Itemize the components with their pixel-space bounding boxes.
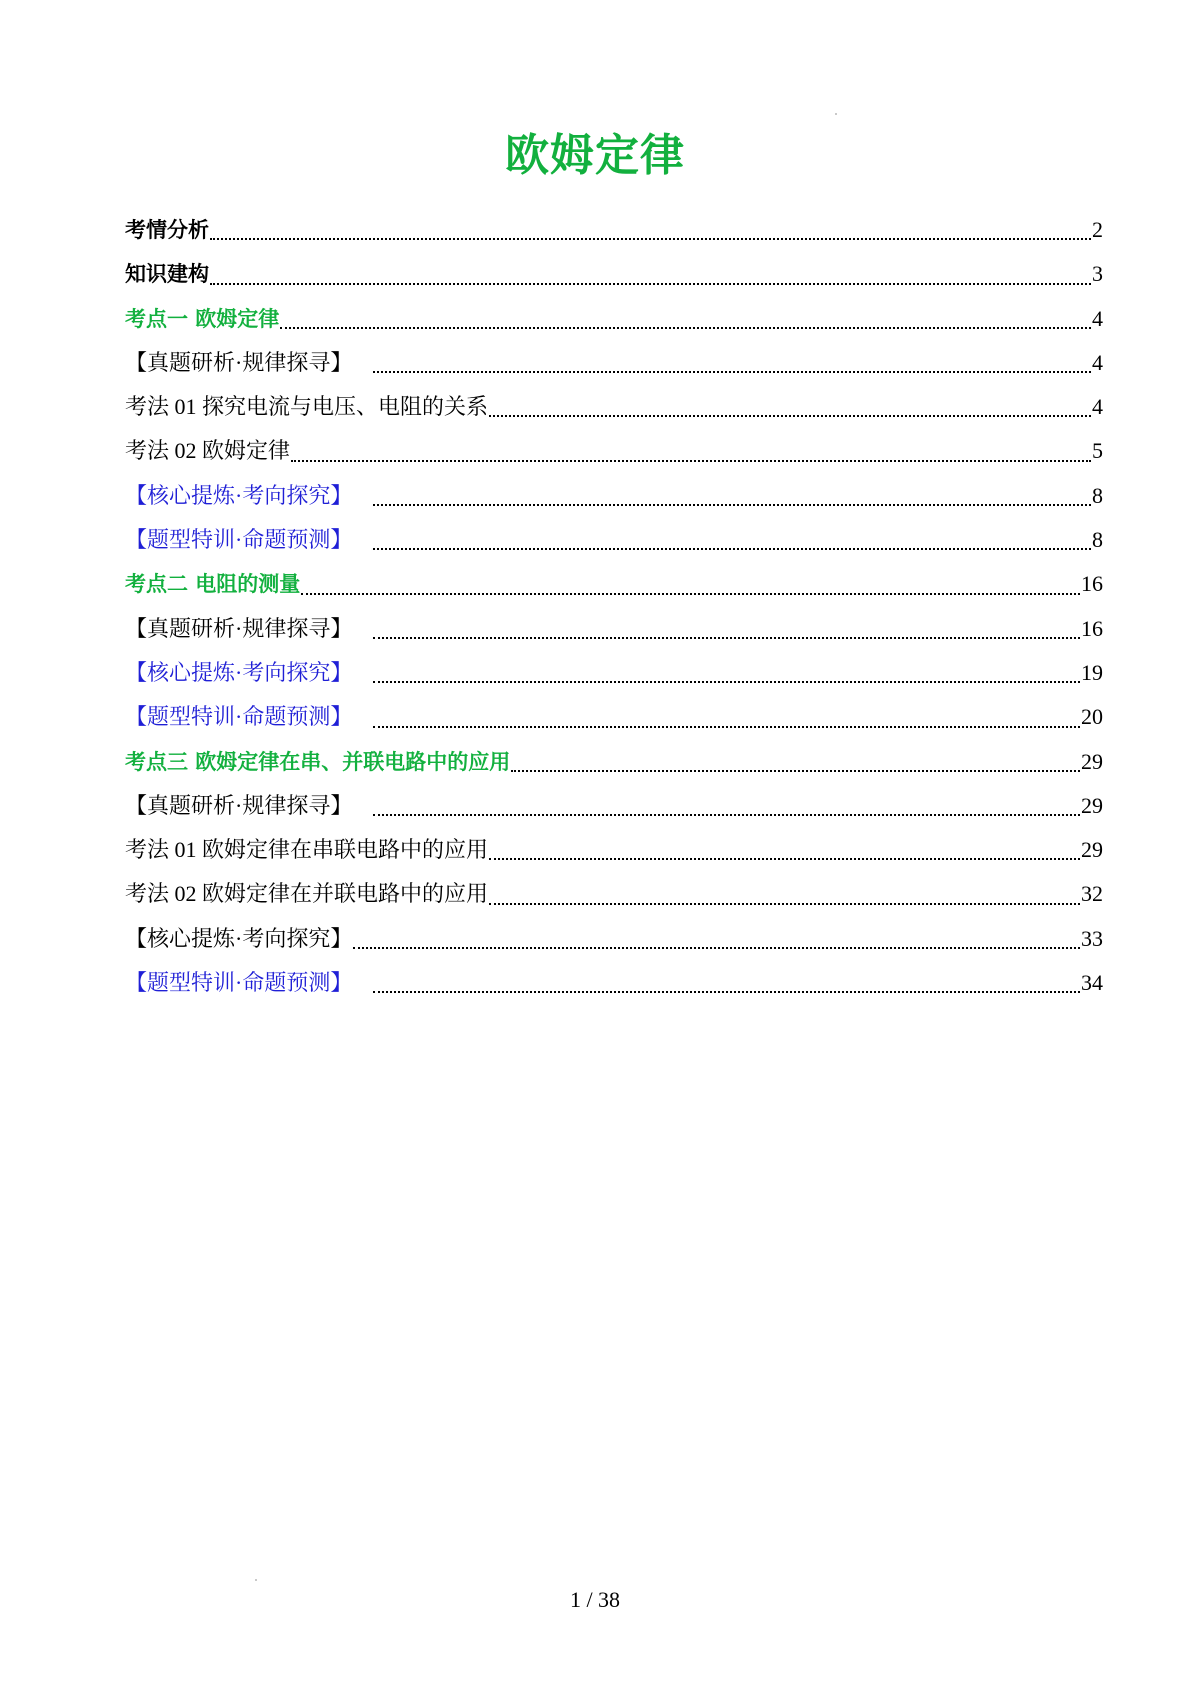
toc-entry-label: 【核心提炼·考向探究】 xyxy=(125,925,353,951)
toc-entry-page-number: 29 xyxy=(1081,748,1103,774)
toc-dot-leader xyxy=(373,695,1080,739)
toc-entry[interactable] xyxy=(125,651,1103,695)
toc-dot-leader xyxy=(373,607,1080,651)
toc-dot-leader xyxy=(210,252,1091,296)
toc-entry-label: 考点三 欧姆定律在串、并联电路中的应用 xyxy=(125,749,511,774)
toc-entry-label: 【题型特训·命题预测】 xyxy=(125,704,353,730)
toc-entry[interactable] xyxy=(125,695,1103,739)
toc-entry[interactable] xyxy=(125,474,1103,518)
toc-entry-page-number: 34 xyxy=(1081,970,1103,996)
toc-entry-page-number: 16 xyxy=(1081,571,1103,597)
toc-dot-leader xyxy=(373,341,1091,385)
toc-dot-leader xyxy=(373,784,1080,828)
document-title: 欧姆定律 xyxy=(505,130,685,181)
toc-entry-label: 【真题研析·规律探寻】 xyxy=(125,792,353,818)
toc-dot-leader xyxy=(301,562,1080,606)
toc-entry[interactable] xyxy=(125,562,1103,606)
toc-entry-label: 考点二 电阻的测量 xyxy=(125,572,301,597)
toc-entry[interactable] xyxy=(125,208,1103,252)
toc-entry-page-number: 5 xyxy=(1092,438,1103,464)
toc-entry-label: 【核心提炼·考向探究】 xyxy=(125,659,353,685)
toc-dot-leader xyxy=(291,429,1091,473)
toc-dot-leader xyxy=(511,740,1080,784)
toc-entry[interactable] xyxy=(125,872,1103,916)
toc-entry-label: 考情分析 xyxy=(125,218,209,242)
table-of-contents xyxy=(125,208,1103,1005)
toc-entry-page-number: 16 xyxy=(1081,615,1103,641)
toc-entry[interactable] xyxy=(125,828,1103,872)
scan-speck xyxy=(255,1579,257,1581)
toc-dot-leader xyxy=(489,385,1091,429)
toc-dot-leader xyxy=(280,297,1091,341)
toc-entry[interactable] xyxy=(125,518,1103,562)
toc-dot-leader xyxy=(373,651,1080,695)
toc-entry[interactable] xyxy=(125,961,1103,1005)
toc-entry[interactable] xyxy=(125,917,1103,961)
toc-entry-label: 【题型特训·命题预测】 xyxy=(125,527,353,553)
toc-entry-page-number: 4 xyxy=(1092,394,1103,420)
toc-entry-page-number: 29 xyxy=(1081,792,1103,818)
toc-entry-label: 考法 01 欧姆定律在串联电路中的应用 xyxy=(125,837,489,863)
toc-dot-leader xyxy=(373,474,1091,518)
toc-entry-page-number: 8 xyxy=(1092,527,1103,553)
toc-entry[interactable] xyxy=(125,429,1103,473)
toc-entry-page-number: 4 xyxy=(1092,349,1103,375)
toc-entry[interactable] xyxy=(125,784,1103,828)
toc-dot-leader xyxy=(489,828,1080,872)
toc-entry[interactable] xyxy=(125,252,1103,296)
toc-entry[interactable] xyxy=(125,385,1103,429)
toc-entry[interactable] xyxy=(125,607,1103,651)
toc-entry-page-number: 3 xyxy=(1092,261,1103,287)
toc-entry-page-number: 20 xyxy=(1081,704,1103,730)
scan-speck xyxy=(835,113,837,115)
toc-dot-leader xyxy=(373,518,1091,562)
toc-entry-page-number: 32 xyxy=(1081,881,1103,907)
toc-dot-leader xyxy=(353,917,1080,961)
toc-entry-page-number: 2 xyxy=(1092,217,1103,242)
toc-dot-leader xyxy=(489,872,1080,916)
toc-entry-page-number: 4 xyxy=(1092,305,1103,331)
toc-entry-page-number: 29 xyxy=(1081,837,1103,863)
toc-entry[interactable] xyxy=(125,341,1103,385)
toc-dot-leader xyxy=(210,208,1091,252)
toc-entry-label: 【真题研析·规律探寻】 xyxy=(125,349,353,375)
toc-entry[interactable] xyxy=(125,297,1103,341)
toc-entry-label: 知识建构 xyxy=(125,262,209,287)
toc-entry-label: 考法 02 欧姆定律在并联电路中的应用 xyxy=(125,881,489,907)
toc-entry-page-number: 33 xyxy=(1081,925,1103,951)
toc-dot-leader xyxy=(373,961,1080,1005)
toc-entry-page-number: 8 xyxy=(1092,482,1103,508)
toc-entry-label: 【核心提炼·考向探究】 xyxy=(125,482,353,508)
toc-entry-label: 考法 02 欧姆定律 xyxy=(125,438,291,464)
toc-entry-page-number: 19 xyxy=(1081,659,1103,685)
toc-entry-label: 【真题研析·规律探寻】 xyxy=(125,615,353,641)
page-number: 1 / 38 xyxy=(569,1587,621,1612)
toc-entry[interactable] xyxy=(125,740,1103,784)
toc-entry-label: 考法 01 探究电流与电压、电阻的关系 xyxy=(125,394,489,420)
toc-entry-label: 考点一 欧姆定律 xyxy=(125,306,280,331)
toc-entry-label: 【题型特训·命题预测】 xyxy=(125,970,353,996)
